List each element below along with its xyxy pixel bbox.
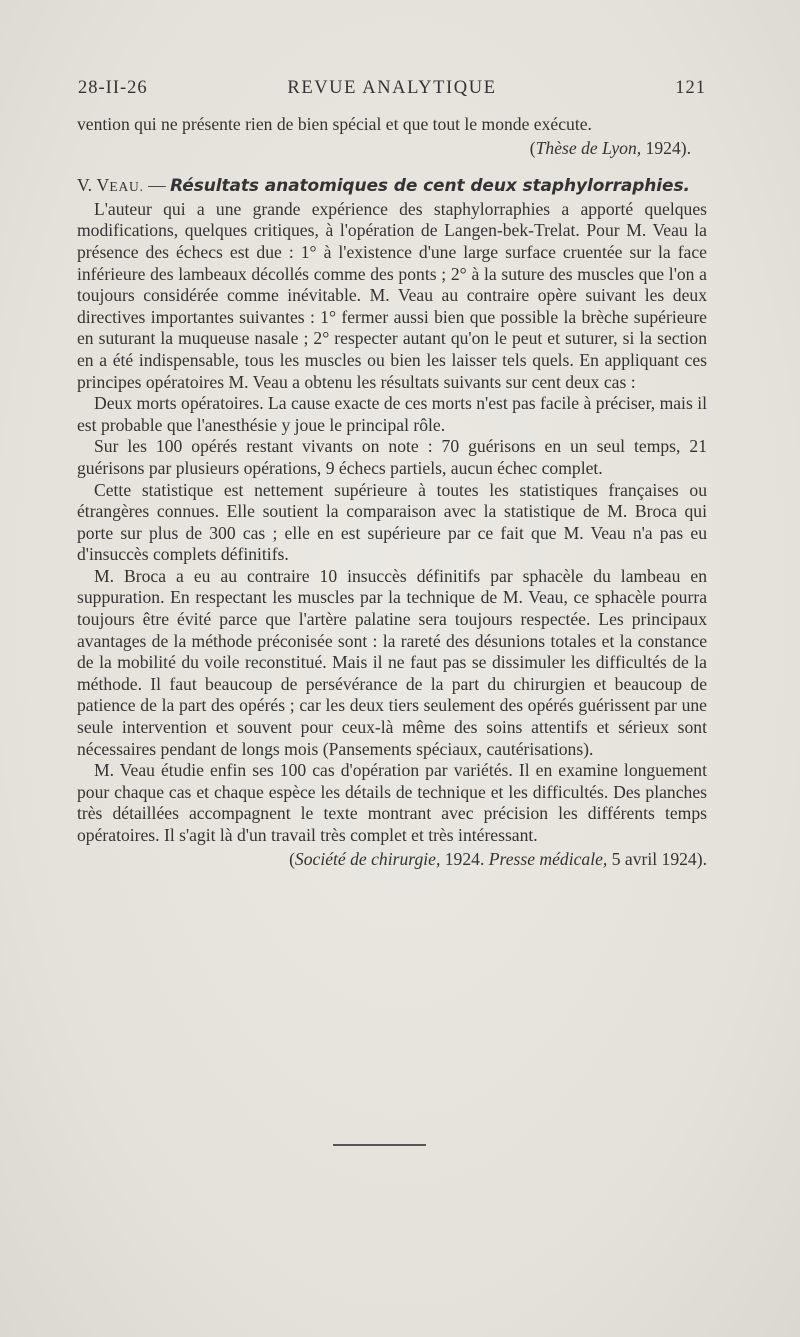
citation-source: Presse médicale,	[488, 848, 608, 869]
citation-title: Thèse de Lyon,	[535, 137, 642, 158]
page-number: 121	[675, 78, 706, 98]
paragraph: Deux morts opératoires. La cause exacte de ces morts n'est pas facile à préciser, mais il est probable que l'anesthésie y joue le principal rôle.	[77, 393, 707, 435]
thesis-citation: (Thèse de Lyon, 1924).	[529, 137, 691, 158]
source-citation: (Société de chirurgie, 1924. Presse médicale, 5 avril 1924).	[289, 848, 707, 869]
journal-title: REVUE ANALYTIQUE	[287, 78, 497, 98]
continuation-paragraph: vention qui ne présente rien de bien spécial et que tout le monde exécute.	[77, 114, 592, 134]
article-heading: V. VEAU. — Résultats anatomiques de cent deux staphylorraphies.	[77, 175, 690, 197]
issue-date: 28-II-26	[78, 78, 148, 98]
article-title: Résultats anatomiques de cent deux staphylorraphies.	[170, 176, 690, 197]
citation-source: Société de chirurgie,	[294, 848, 441, 869]
author-name: V. VEAU.	[77, 175, 144, 196]
paragraph: M. Veau étudie enfin ses 100 cas d'opération par variétés. Il en examine longuement pour chaque cas et chaque espèce les détails de technique et les difficultés. Des planches très détaillées accompagnent le texte montrant avec précision les différents temps opératoires. Il s'agit là d'un travail très complet et très intéressant.	[77, 760, 707, 845]
paragraph: Cette statistique est nettement supérieure à toutes les statistiques françaises ou étrangères connues. Elle soutient la comparaison avec la statistique de M. Broca qui porte sur plus de 300 cas ; elle en est supérieure par ce fait que M. Veau n'a pas eu d'insuccès complets définitifs.	[77, 479, 707, 565]
paragraph: Sur les 100 opérés restant vivants on note : 70 guérisons en un seul temps, 21 guérisons par plusieurs opérations, 9 échecs partiels, aucun échec complet.	[77, 436, 707, 478]
article-body	[77, 114, 707, 870]
section-divider	[333, 1144, 426, 1146]
running-head	[78, 78, 706, 100]
paragraph: M. Broca a eu au contraire 10 insuccès définitifs par sphacèle du lambeau en suppuration. En respectant les muscles par la technique de M. Veau, ce sphacèle pourra toujours être évité parce que l'artère palatine sera toujours respectée. Les principaux avantages de la méthode préconisée sont : la rareté des désunions totales et la constance de la mobilité du voile reconstitué. Mais il ne faut pas se dissimuler les difficultés de la méthode. Il faut beaucoup de persévérance de la part du chirurgien et beaucoup de patience de la part des opérés ; car les deux tiers seulement des opérés guérissent par une seule intervention et souvent pour ceux-là même des soins attentifs et sérieux sont nécessaires pendant de longs mois (Pansements spéciaux, cautérisations).	[77, 565, 707, 759]
paragraph: L'auteur qui a une grande expérience des staphylorraphies a apporté quelques modifications, quelques critiques, à l'opération de Langen-bek-Trelat. Pour M. Veau la présence des échecs est due : 1° à l'existence d'une large surface cruentée sur la face inférieure des lambeaux décollés comme des ponts ; 2° à la suture des muscles que l'on a toujours considérée comme inévitable. M. Veau au contraire opère suivant les deux directives importantes suivantes : 1° fermer aussi bien que possible la brèche supérieure en suturant la muqueuse nasale ; 2° respecter autant qu'on le peut et suturer, si la section en a été indispensable, tous les muscles ou bien les laisser tels quels. En appliquant ces principes opératoires M. Veau a obtenu les résultats suivants sur cent deux cas :	[77, 198, 707, 392]
